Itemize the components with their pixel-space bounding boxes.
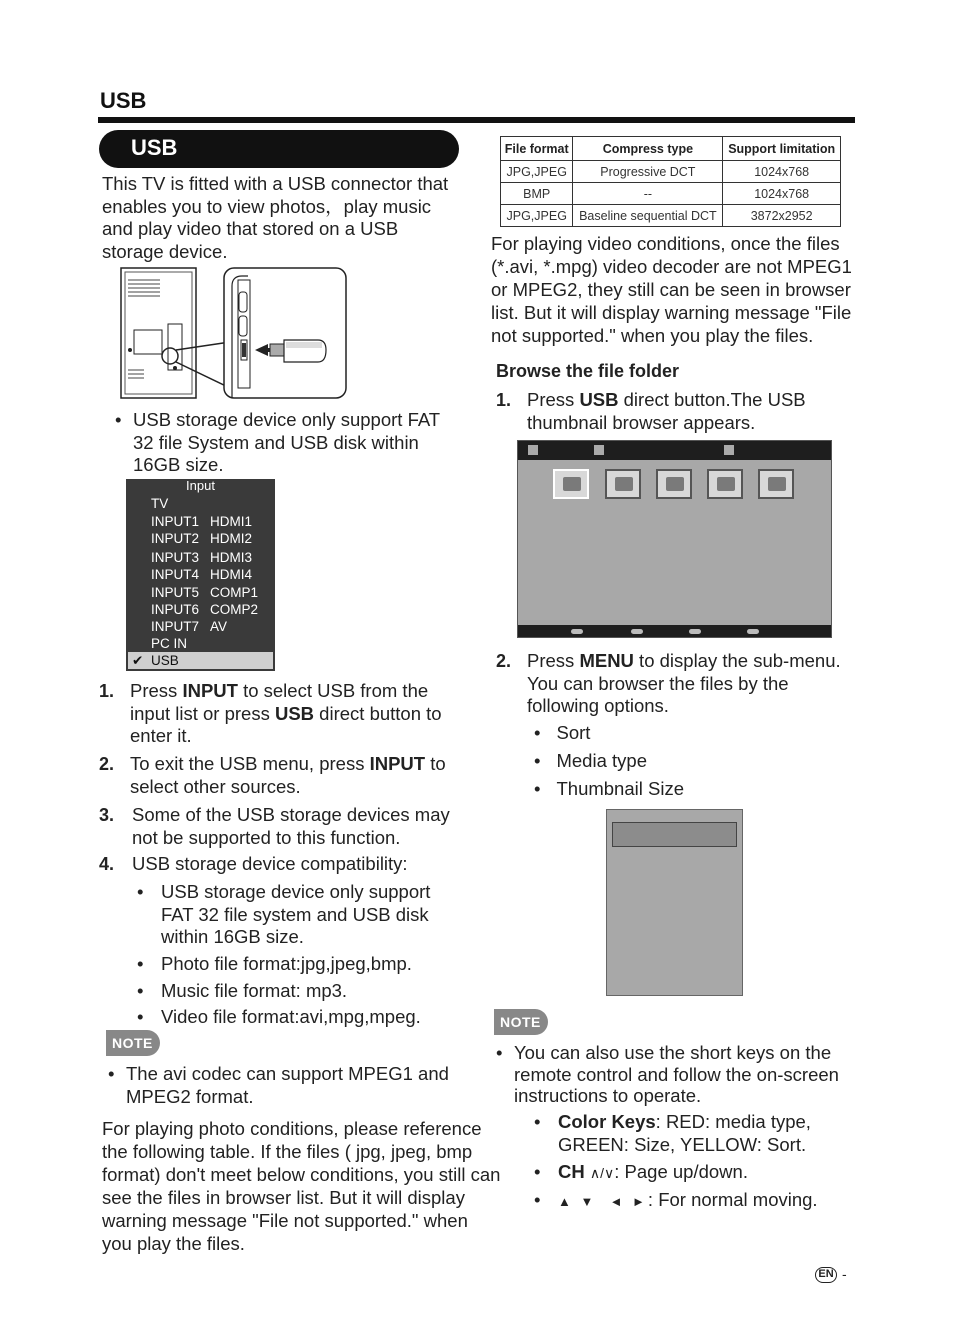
step-3-left: 3. Some of the USB storage devices may not be supported to this function. — [99, 804, 450, 848]
usb-fat32-text: USB storage device only support FAT 32 file System and USB disk within 16GB size. — [133, 409, 440, 475]
compat-item: • USB storage device only support FAT 32 file system and USB disk within 16GB size. — [137, 881, 431, 947]
section-divider — [98, 117, 855, 123]
folder-icon — [528, 445, 538, 455]
blue-key-icon — [747, 629, 759, 634]
folder-thumbnail[interactable] — [656, 469, 692, 499]
table-cell: Baseline sequential DCT — [573, 205, 723, 227]
folder-thumbnail[interactable] — [605, 469, 641, 499]
sub-menu-highlight[interactable] — [612, 822, 737, 847]
note-badge: NOTE — [494, 1009, 548, 1035]
input-menu-item[interactable]: TV — [151, 496, 169, 511]
table-header: Compress type — [573, 137, 723, 161]
table-cell: JPG,JPEG — [501, 161, 573, 183]
ch-up-down-icon: ∧/∨ — [589, 1165, 615, 1181]
folder-icon — [615, 477, 633, 491]
photo-conditions-paragraph: For playing photo conditions, please reference the following table. If the files ( jpg, jpeg, bmp format) don't meet below conditions, you still can see the files in browser list. But it will display warning message "File not supported." when you play the files. — [102, 1118, 501, 1254]
table-row — [501, 161, 841, 183]
step-4-left: 4. USB storage device compatibility: — [99, 853, 408, 874]
folder-icon — [563, 477, 581, 491]
folder-icon — [768, 477, 786, 491]
table-cell: 1024x768 — [723, 183, 841, 205]
sub-menu-panel — [606, 809, 743, 996]
input-menu-item[interactable]: PC IN — [151, 636, 188, 651]
file-format-table — [500, 136, 841, 227]
folder-icon — [666, 477, 684, 491]
table-cell: JPG,JPEG — [501, 205, 573, 227]
input-menu-item[interactable]: INPUT3 HDMI3 — [151, 550, 253, 565]
usb-thumbnail-browser — [517, 440, 832, 638]
table-cell: BMP — [501, 183, 573, 205]
pill-title: USB — [131, 135, 178, 160]
table-cell: 1024x768 — [723, 161, 841, 183]
input-menu-item[interactable]: INPUT4 HDMI4 — [151, 567, 253, 582]
input-menu-title: Input — [186, 478, 215, 493]
arrow-keys-item: • ▲ ▼ ◄ ►: For normal moving. — [534, 1189, 818, 1210]
input-menu-item[interactable]: INPUT2 HDMI2 — [151, 531, 253, 546]
browser-bottom-bar — [518, 625, 831, 637]
input-menu-item[interactable]: INPUT7 AV — [151, 619, 228, 634]
folder-thumbnail[interactable] — [707, 469, 743, 499]
browse-step-2: 2. Press MENU to display the sub-menu. You can browser the files by the following options. — [496, 650, 841, 716]
option-item: • Thumbnail Size — [534, 778, 684, 799]
usb-title-pill — [99, 130, 459, 168]
folder-thumbnail[interactable] — [758, 469, 794, 499]
red-key-icon — [571, 629, 583, 634]
folder-icon — [717, 477, 735, 491]
usb-connection-illustration — [120, 266, 350, 402]
browse-heading: Browse the file folder — [496, 361, 680, 381]
option-item: • Media type — [534, 750, 647, 771]
check-icon: ✔ — [132, 653, 144, 668]
table-header: Support limitation — [723, 137, 841, 161]
input-menu-item[interactable]: INPUT1 HDMI1 — [151, 514, 253, 529]
browser-top-bar — [518, 441, 831, 460]
folder-thumbnail[interactable] — [553, 469, 589, 499]
section-title: USB — [100, 88, 147, 113]
input-menu-item[interactable]: INPUT5 COMP1 — [151, 585, 259, 600]
yellow-key-icon — [689, 629, 701, 634]
folder-icon — [594, 445, 604, 455]
table-header-row — [501, 137, 841, 161]
bullet-dot: • — [115, 409, 122, 430]
browse-step-1: 1. Press USB direct button.The USB thumbnail browser appears. — [496, 389, 806, 433]
table-row — [501, 205, 841, 227]
compat-item: • Video file format:avi,mpg,mpeg. — [137, 1006, 421, 1027]
table-cell: 3872x2952 — [723, 205, 841, 227]
menu-key: MENU — [579, 650, 634, 671]
step-2-left: 2. To exit the USB menu, press INPUT to select other sources. — [99, 753, 446, 797]
input-key: INPUT — [369, 753, 426, 774]
video-conditions-paragraph: For playing video conditions, once the files (*.avi, *.mpg) video decoder are not MPEG1 or MPEG2, they still can be seen in browser list. But it will display warning message "File not supported." when you play the files. — [491, 233, 852, 346]
input-menu — [126, 479, 275, 671]
usb-key: USB — [579, 389, 619, 410]
note-badge: NOTE — [106, 1030, 160, 1056]
usb-key: USB — [274, 702, 315, 724]
input-menu-item-selected[interactable]: ✔ USB — [128, 652, 273, 669]
option-item: • Sort — [534, 722, 591, 743]
compat-item: • Music file format: mp3. — [137, 980, 348, 1001]
note-left-item: • The avi codec can support MPEG1 and MPEG2 format. — [108, 1063, 449, 1107]
input-menu-item[interactable]: INPUT6 COMP2 — [151, 602, 259, 617]
step-1-left: 1. Press INPUT to select USB from the input list or press USB direct button to enter it. — [99, 680, 442, 746]
table-cell: -- — [573, 183, 723, 205]
intro-paragraph: This TV is fitted with a USB connector that enables you to view photos，play music and play video that stored on a USB storage device. — [102, 173, 449, 262]
usb-fat32-bullet — [115, 409, 460, 477]
green-key-icon — [631, 629, 643, 634]
input-key: INPUT — [182, 680, 238, 701]
note-right-item: • You can also use the short keys on the remote control and follow the on-screen instructions to operate. — [496, 1042, 839, 1106]
table-header: File format — [501, 137, 573, 161]
table-cell: Progressive DCT — [573, 161, 723, 183]
page-number-dash: - — [842, 1266, 847, 1282]
arrow-keys-icon: ▲ ▼ ◄ ► — [558, 1194, 648, 1209]
table-row — [501, 183, 841, 205]
compat-item: • Photo file format:jpg,jpeg,bmp. — [137, 953, 412, 974]
color-keys-item: • Color Keys: RED: media type, GREEN: Size, YELLOW: Sort. — [534, 1111, 811, 1155]
file-icon — [724, 445, 734, 455]
ch-keys-item: • CH ∧/∨: Page up/down. — [534, 1161, 748, 1182]
language-badge: EN — [815, 1267, 837, 1283]
